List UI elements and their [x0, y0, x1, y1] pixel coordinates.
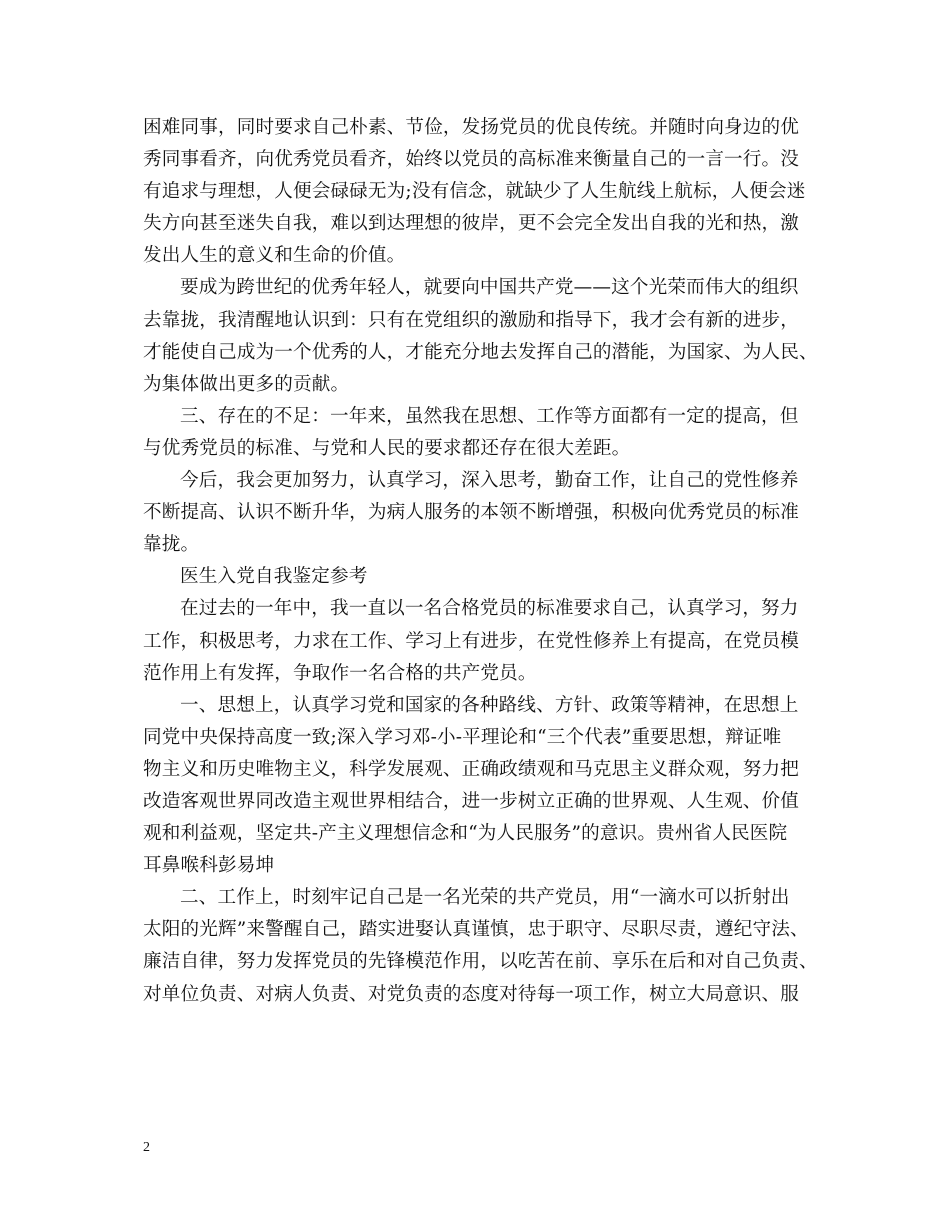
text-line: 与优秀党员的标准、与党和人民的要求都还存在很大差距。 [143, 437, 631, 459]
text-line: 才能使自己成为一个优秀的人，才能充分地去发挥自己的潜能，为国家、为人民、 [143, 341, 818, 363]
text-line: 工作，积极思考，力求在工作、学习上有进步，在党性修养上有提高，在党员模 [143, 630, 800, 652]
text-line: 靠拢。 [143, 534, 200, 556]
text-line: 不断提高、认识不断升华，为病人服务的本领不断增强，积极向优秀党员的标准 [143, 502, 800, 524]
text-line: 耳鼻喉科彭易坤 [143, 855, 275, 877]
text-line: 范作用上有发挥，争取作一名合格的共产党员。 [143, 662, 537, 684]
paragraph-start-line: 三、存在的不足：一年来，虽然我在思想、工作等方面都有一定的提高，但 [180, 405, 799, 427]
text-line: 改造客观世界同改造主观世界相结合，进一步树立正确的世界观、人生观、价值 [143, 790, 800, 812]
text-line: 困难同事，同时要求自己朴素、节俭，发扬党员的优良传统。并随时向身边的优 [143, 117, 800, 138]
text-line: 发出人生的意义和生命的价值。 [143, 245, 406, 267]
text-line: 有追求与理想，人便会碌碌无为;没有信念，就缺少了人生航线上航标，人便会迷 [143, 181, 806, 203]
paragraph-start-line: 二、工作上，时刻牢记自己是一名光荣的共产党员，用“一滴水可以折射出 [180, 887, 790, 909]
text-line: 廉洁自律，努力发挥党员的先锋模范作用，以吃苦在前、享乐在后和对自己负责、 [143, 951, 818, 973]
paragraph-start-line: 在过去的一年中，我一直以一名合格党员的标准要求自己，认真学习，努力 [180, 598, 799, 620]
page-number: 2 [143, 1140, 150, 1155]
text-line: 观和利益观，坚定共-产主义理想信念和“为人民服务”的意识。贵州省人民医院 [143, 823, 788, 845]
text-line: 太阳的光辉”来警醒自己，踏实进娶认真谨慎，忠于职守、尽职尽责，遵纪守法、 [143, 919, 809, 941]
paragraph-start-line: 今后，我会更加努力，认真学习，深入思考，勤奋工作，让自己的党性修养 [180, 470, 799, 492]
text-line: 秀同事看齐，向优秀党员看齐，始终以党员的高标准来衡量自己的一言一行。没 [143, 149, 800, 171]
paragraph-start-line: 一、思想上，认真学习党和国家的各种路线、方针、政策等精神，在思想上 [180, 694, 799, 716]
text-line: 同党中央保持高度一致;深入学习邓-小-平理论和“三个代表”重要思想，辩证唯 [143, 726, 782, 748]
text-line: 对单位负责、对病人负责、对党负责的态度对待每一项工作，树立大局意识、服 [143, 983, 800, 1005]
section-heading: 医生入党自我鉴定参考 [180, 566, 368, 588]
text-line: 物主义和历史唯物主义，科学发展观、正确政绩观和马克思主义群众观，努力把 [143, 758, 800, 780]
paragraph-start-line: 要成为跨世纪的优秀年轻人，就要向中国共产党——这个光荣而伟大的组织 [180, 277, 799, 299]
text-line: 为集体做出更多的贡献。 [143, 373, 350, 395]
text-line: 去靠拢，我清醒地认识到：只有在党组织的激励和指导下，我才会有新的进步， [143, 309, 800, 331]
document-body [143, 112, 823, 1011]
text-line: 失方向甚至迷失自我，难以到达理想的彼岸，更不会完全发出自我的光和热，激 [143, 213, 800, 235]
